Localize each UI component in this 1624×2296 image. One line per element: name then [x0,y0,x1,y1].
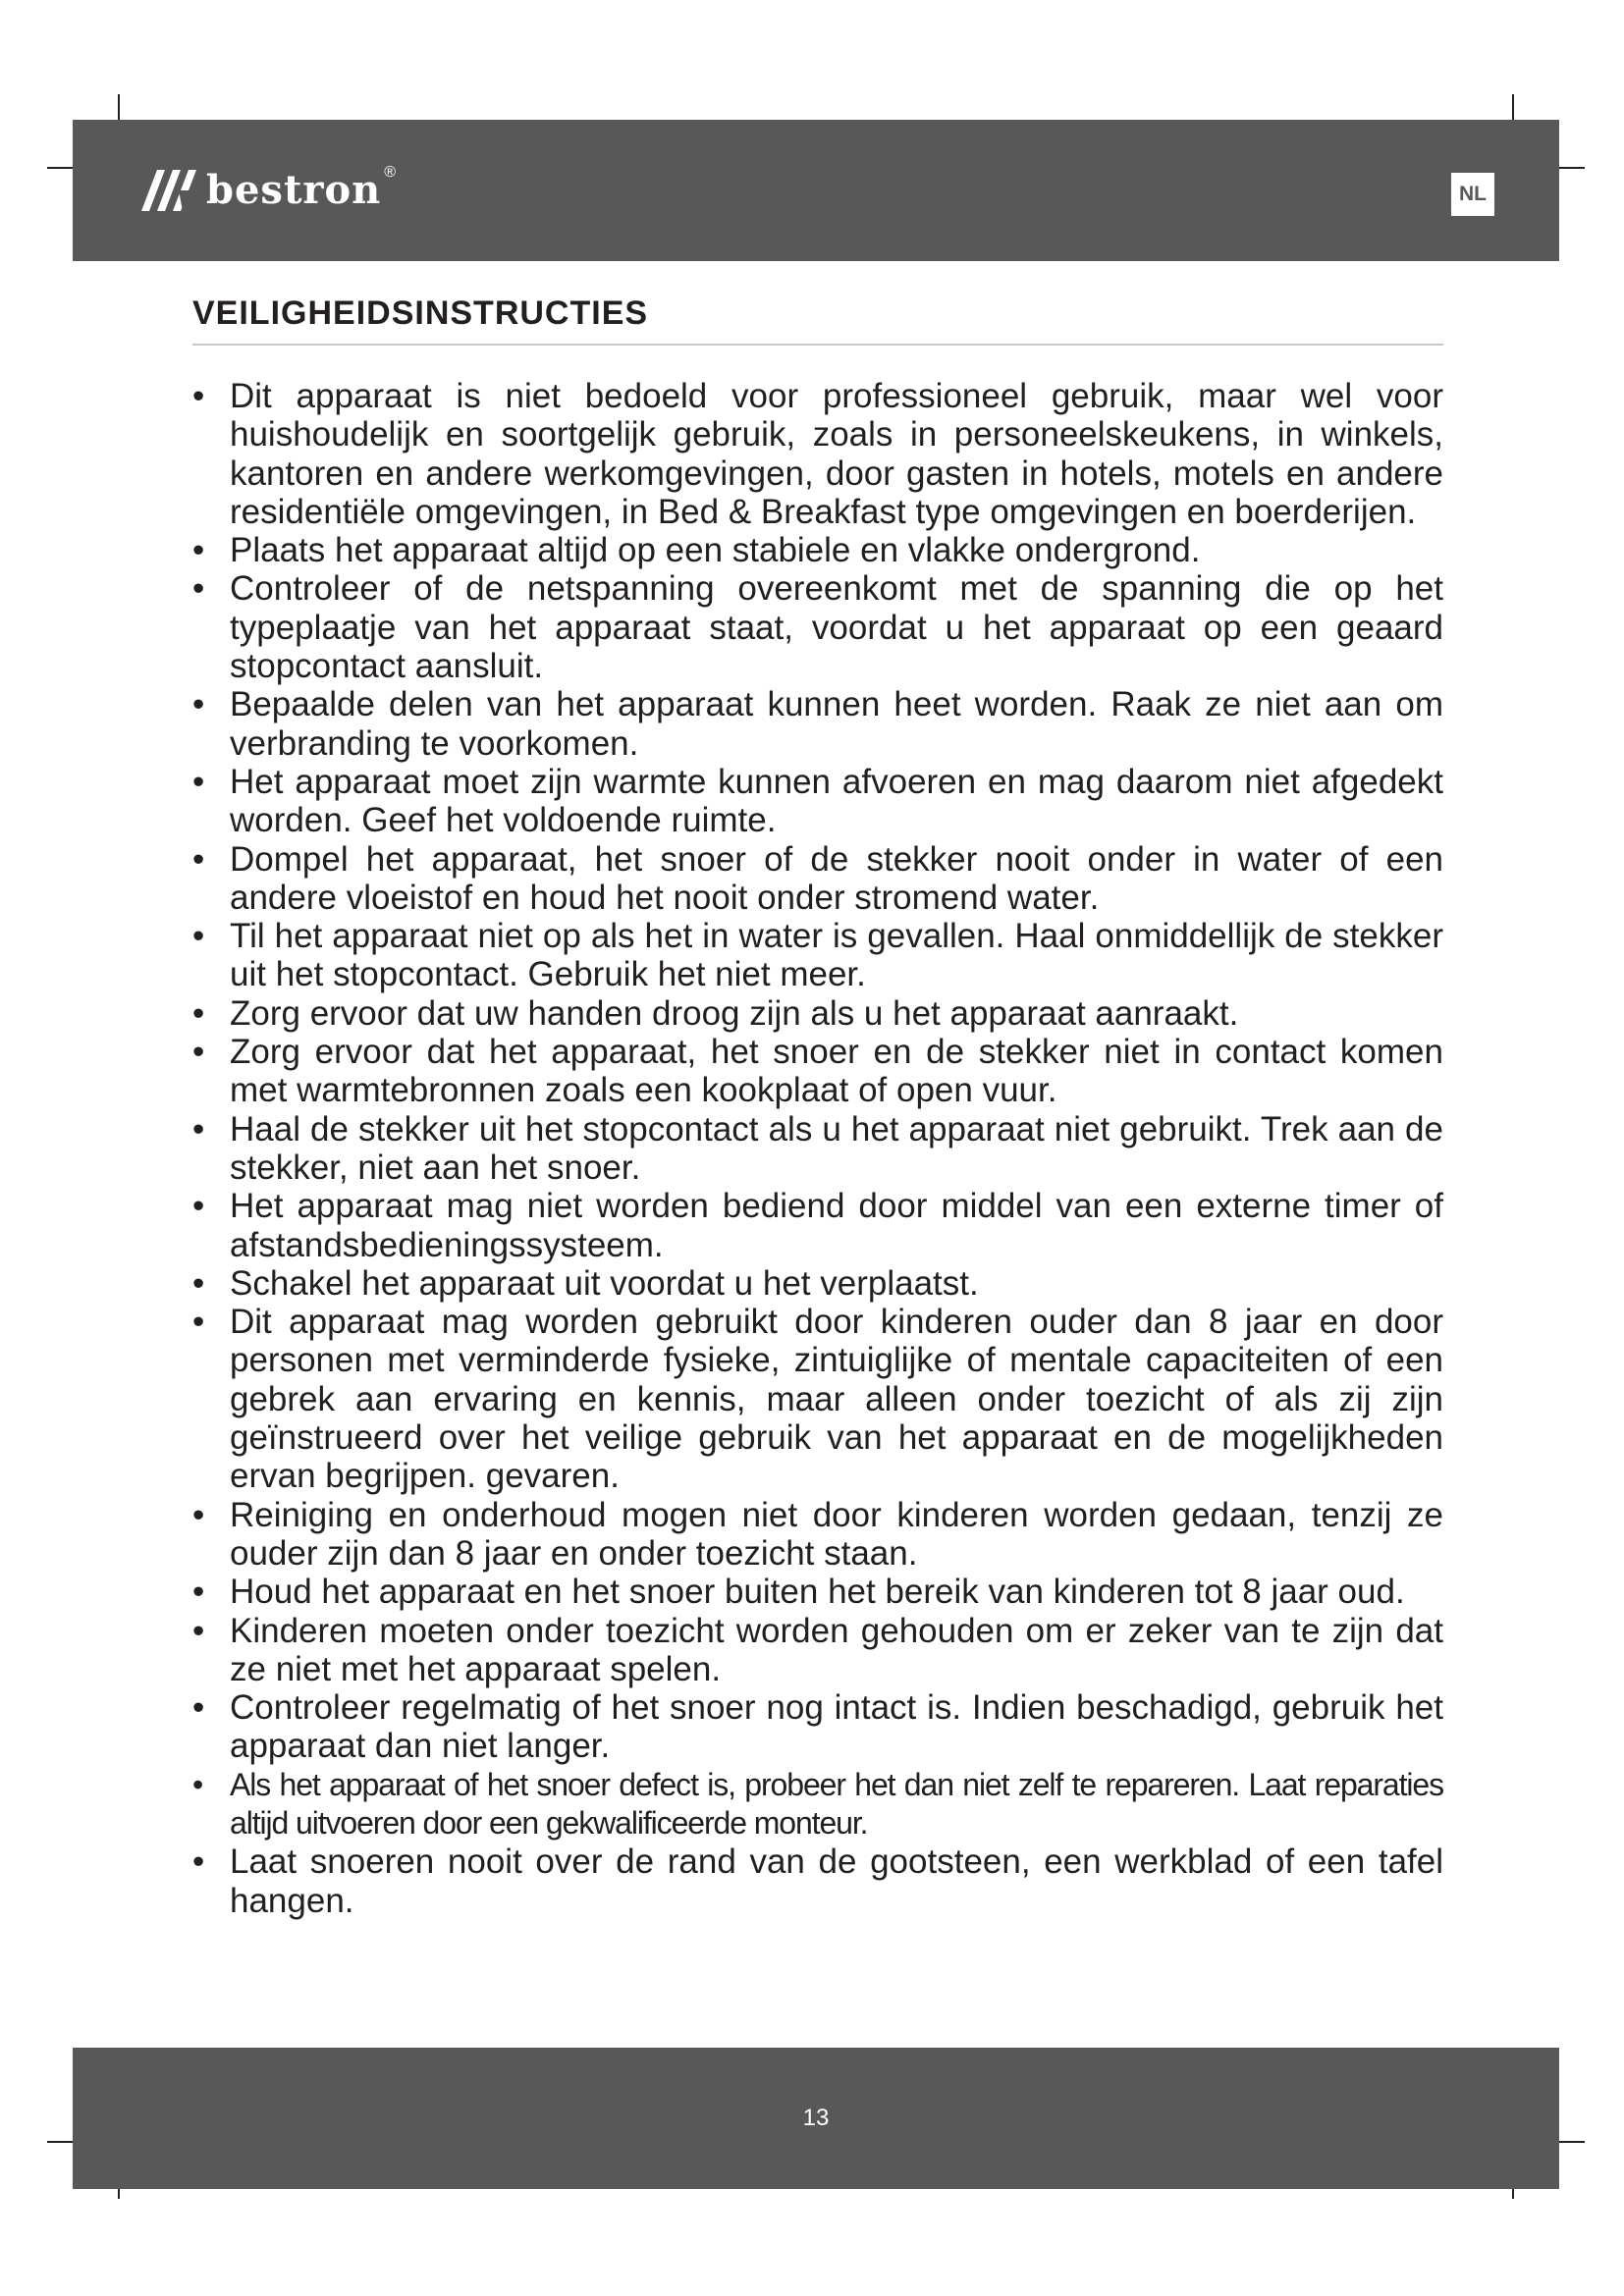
brand-name: bestron [206,167,382,213]
instruction-item: • Laat snoeren nooit over de rand van de gootsteen, een werkblad of een tafel hangen. [192,1842,1443,1920]
instruction-item: • Controleer regelmatig of het snoer nog intact is. Indien beschadigd, gebruik het apparaat dan niet langer. [192,1688,1443,1766]
instruction-item: • Dit apparaat is niet bedoeld voor professioneel gebruik, maar wel voor huishoudelijk en soortgelijk gebruik, zoals in personeelskeukens, in winkels, kantoren en andere werkomgevingen, door gasten in hotels, motels en andere residentiële omgevingen, in Bed & Breakfast type omgevingen en boerderijen. [192,377,1443,531]
page-number: 13 [802,2105,830,2131]
instruction-item: • Zorg ervoor dat het apparaat, het snoer en de stekker niet in contact komen met warmtebronnen zoals een kookplaat of open vuur. [192,1033,1443,1110]
instruction-item: • Het apparaat moet zijn warmte kunnen afvoeren en mag daarom niet afgedekt worden. Geef het voldoende ruimte. [192,763,1443,840]
instruction-item: • Kinderen moeten onder toezicht worden gehouden om er zeker van te zijn dat ze niet met het apparaat spelen. [192,1612,1443,1689]
header-bar [73,120,1559,261]
instruction-item: • Haal de stekker uit het stopcontact als u het apparaat niet gebruikt. Trek aan de stekker, niet aan het snoer. [192,1110,1443,1188]
instruction-item: • Controleer of de netspanning overeenkomt met de spanning die op het typeplaatje van het apparaat staat, voordat u het apparaat op een geaard stopcontact aansluit. [192,569,1443,685]
instruction-item: • Zorg ervoor dat uw handen droog zijn als u het apparaat aanraakt. [192,994,1443,1033]
brand-chevron-icon [139,168,200,213]
section-title: VEILIGHEIDSINSTRUCTIES [192,294,649,332]
instruction-item: • Het apparaat mag niet worden bediend door middel van een externe timer of afstandsbedieningssysteem. [192,1187,1443,1264]
instruction-item: • Plaats het apparaat altijd op een stabiele en vlakke ondergrond. [192,531,1443,569]
instruction-item: • Til het apparaat niet op als het in water is gevallen. Haal onmiddellijk de stekker uit het stopcontact. Gebruik het niet meer. [192,917,1443,994]
instruction-item: • Dompel het apparaat, het snoer of de stekker nooit onder in water of een andere vloeistof en houd het nooit onder stromend water. [192,840,1443,918]
instruction-item: • Bepaalde delen van het apparaat kunnen heet worden. Raak ze niet aan om verbranding te voorkomen. [192,685,1443,763]
title-divider [192,344,1443,346]
registered-mark: ® [384,164,397,181]
safety-instructions-list [192,377,1443,1920]
footer-bar [73,2048,1559,2189]
language-badge: NL [1451,173,1494,216]
instruction-item: • Reiniging en onderhoud mogen niet door kinderen worden gedaan, tenzij ze ouder zijn dan 8 jaar en onder toezicht staan. [192,1496,1443,1574]
instruction-item: • Houd het apparaat en het snoer buiten het bereik van kinderen tot 8 jaar oud. [192,1573,1443,1611]
brand-logo [139,164,397,213]
instruction-item: • Als het apparaat of het snoer defect is, probeer het dan niet zelf te repareren. Laat reparaties altijd uitvoeren door een gekwalificeerde monteur. [192,1766,1443,1843]
instruction-item: • Dit apparaat mag worden gebruikt door kinderen ouder dan 8 jaar en door personen met verminderde fysieke, zintuiglijke of mentale capaciteiten of een gebrek aan ervaring en kennis, maar alleen onder toezicht of als zij zijn geïnstrueerd over het veilige gebruik van het apparaat en de mogelijkheden ervan begrijpen. gevaren. [192,1303,1443,1495]
instruction-item: • Schakel het apparaat uit voordat u het verplaatst. [192,1264,1443,1303]
